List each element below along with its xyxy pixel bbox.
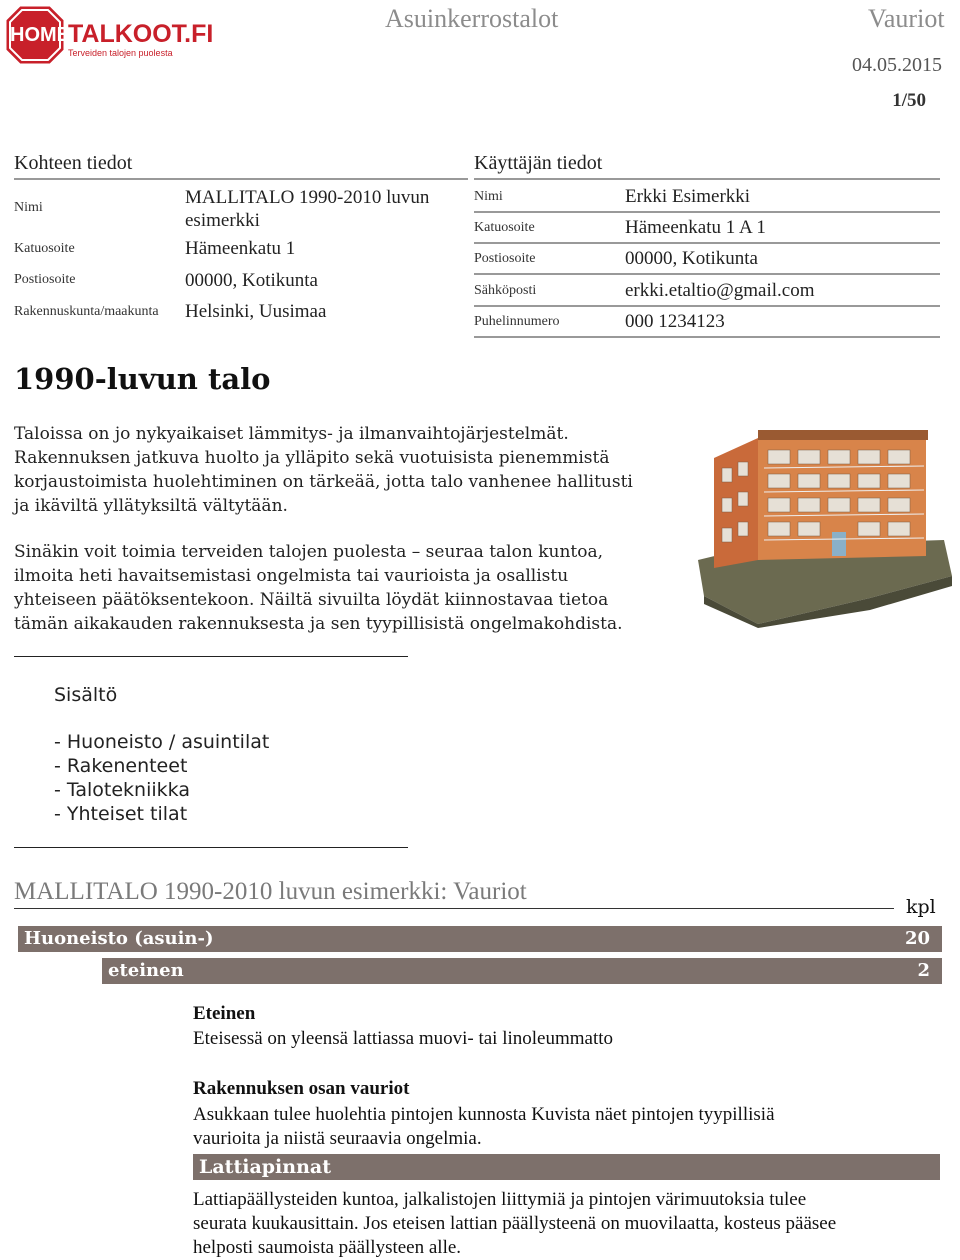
floor-surfaces-bar[interactable] bbox=[193, 1154, 940, 1180]
property-label-postal: Postiosoite bbox=[14, 272, 76, 287]
svg-text:TALKOOT.FI: TALKOOT.FI bbox=[68, 20, 214, 48]
user-label-email: Sähköposti bbox=[474, 283, 537, 298]
era-p2-line: yhteiseen päätöksentekoon. Näiltä sivuilta löydät kiinnostavaa tietoa bbox=[14, 590, 609, 610]
property-value-name bbox=[185, 186, 429, 232]
building-image bbox=[694, 428, 956, 628]
user-label-name: Nimi bbox=[474, 189, 503, 204]
contents-item-building-services[interactable]: - Talotekniikka bbox=[54, 779, 190, 801]
user-label-street: Katuosoite bbox=[474, 220, 535, 235]
floor-text-line: seurata kuukausittain. Jos eteisen lattian päällysteenä on muovilaatta, kosteus pääsee bbox=[193, 1213, 837, 1234]
damages-title: MALLITALO 1990-2010 luvun esimerkki: Vauriot bbox=[14, 878, 527, 905]
contents-item-apartment[interactable]: - Huoneisto / asuintilat bbox=[54, 731, 270, 753]
era-p2-line: Sinäkin voit toimia terveiden talojen puolesta – seuraa talon kuntoa, bbox=[14, 542, 603, 562]
user-row-divider bbox=[474, 211, 940, 213]
era-title: 1990-luvun talo bbox=[14, 362, 271, 396]
entry-title: Eteinen bbox=[193, 1003, 256, 1024]
hometalkoot-logo[interactable] bbox=[6, 4, 214, 64]
floor-text-line: helposti saumoista päällysteen alle. bbox=[193, 1237, 462, 1258]
part-heading: Rakennuksen osan vauriot bbox=[193, 1078, 410, 1099]
era-p1-line: ja ikäviltä yllätyksiltä vältytään. bbox=[14, 496, 288, 516]
property-table-top-rule bbox=[14, 178, 468, 180]
user-table-top-rule bbox=[474, 178, 940, 180]
era-p1-line: korjaustoimista huolehtiminen on tärkeää, jotta talo vanhenee hallitusti bbox=[14, 472, 633, 492]
era-p2-line: tämän aikakauden rakennuksesta ja sen tyypillisistä ongelmakohdista. bbox=[14, 614, 623, 634]
user-row-divider bbox=[474, 336, 940, 338]
category-count: 20 bbox=[904, 928, 930, 949]
user-label-phone: Puhelinnumero bbox=[474, 314, 560, 329]
section-divider bbox=[14, 847, 408, 848]
count-header: kpl bbox=[906, 896, 936, 918]
contents-list bbox=[54, 730, 269, 826]
property-value-municipality: Helsinki, Uusimaa bbox=[185, 301, 327, 322]
era-paragraph-1 bbox=[14, 422, 694, 518]
subcategory-label: eteinen bbox=[108, 960, 184, 981]
user-label-postal: Postiosoite bbox=[474, 251, 536, 266]
user-row-divider bbox=[474, 273, 940, 275]
subcategory-bar-hallway[interactable] bbox=[102, 958, 942, 984]
property-label-municipality: Rakennuskunta/maakunta bbox=[14, 304, 159, 319]
property-value-street: Hämeenkatu 1 bbox=[185, 238, 296, 259]
user-value-postal: 00000, Kotikunta bbox=[625, 248, 758, 269]
svg-text:Terveiden talojen puolesta: Terveiden talojen puolesta bbox=[68, 48, 173, 58]
era-p1-line: Rakennuksen jatkuva huolto ja ylläpito sekä vuotuisista pienemmistä bbox=[14, 448, 610, 468]
entry-text: Eteisessä on yleensä lattiassa muovi- tai linoleummatto bbox=[193, 1028, 614, 1049]
era-p1-line: Taloissa on jo nykyaikaiset lämmitys- ja ilmanvaihtojärjestelmät. bbox=[14, 424, 569, 444]
part-text-line: Asukkaan tulee huolehtia pintojen kunnosta Kuvista näet pintojen tyypillisiä bbox=[193, 1104, 775, 1125]
contents-item-structures[interactable]: - Rakenenteet bbox=[54, 755, 188, 777]
property-label-street: Katuosoite bbox=[14, 241, 75, 256]
user-row-divider bbox=[474, 242, 940, 244]
svg-text:HOME: HOME bbox=[10, 24, 70, 46]
damages-title-rule bbox=[14, 908, 894, 909]
property-value-postal: 00000, Kotikunta bbox=[185, 270, 318, 291]
era-paragraph-2 bbox=[14, 540, 694, 636]
user-value-email[interactable]: erkki.etaltio@gmail.com bbox=[625, 280, 815, 301]
subcategory-count: 2 bbox=[917, 960, 930, 981]
user-value-phone: 000 1234123 bbox=[625, 311, 725, 332]
floor-text-line: Lattiapäällysteiden kuntoa, jalkalistojen liittymiä ja pintojen värimuutoksia tulee bbox=[193, 1189, 807, 1210]
contents-item-shared-spaces[interactable]: - Yhteiset tilat bbox=[54, 803, 188, 825]
property-heading: Kohteen tiedot bbox=[14, 152, 133, 174]
property-label-name: Nimi bbox=[14, 200, 43, 215]
floor-text bbox=[193, 1188, 836, 1260]
property-name-line1: MALLITALO 1990-2010 luvun bbox=[185, 187, 430, 208]
page-number: 1/50 bbox=[892, 90, 926, 111]
section-divider bbox=[14, 656, 408, 657]
user-row-divider bbox=[474, 305, 940, 307]
user-value-name: Erkki Esimerkki bbox=[625, 186, 751, 207]
category-bar-apartment[interactable] bbox=[18, 926, 942, 952]
header-date: 04.05.2015 bbox=[852, 54, 942, 76]
floor-surfaces-label: Lattiapinnat bbox=[199, 1156, 331, 1178]
category-label: Huoneisto (asuin-) bbox=[24, 928, 214, 949]
contents-heading: Sisältö bbox=[54, 684, 118, 706]
header-category: Asuinkerrostalot bbox=[385, 4, 559, 33]
header-section: Vauriot bbox=[868, 4, 945, 33]
era-p2-line: ilmoita heti havaitsemistasi ongelmista tai vaurioista ja osallistu bbox=[14, 566, 569, 586]
user-heading: Käyttäjän tiedot bbox=[474, 152, 603, 174]
user-value-street: Hämeenkatu 1 A 1 bbox=[625, 217, 766, 238]
part-text bbox=[193, 1103, 775, 1151]
part-text-line: vaurioita ja niistä seuraavia ongelmia. bbox=[193, 1128, 482, 1149]
property-name-line2: esimerkki bbox=[185, 210, 260, 231]
